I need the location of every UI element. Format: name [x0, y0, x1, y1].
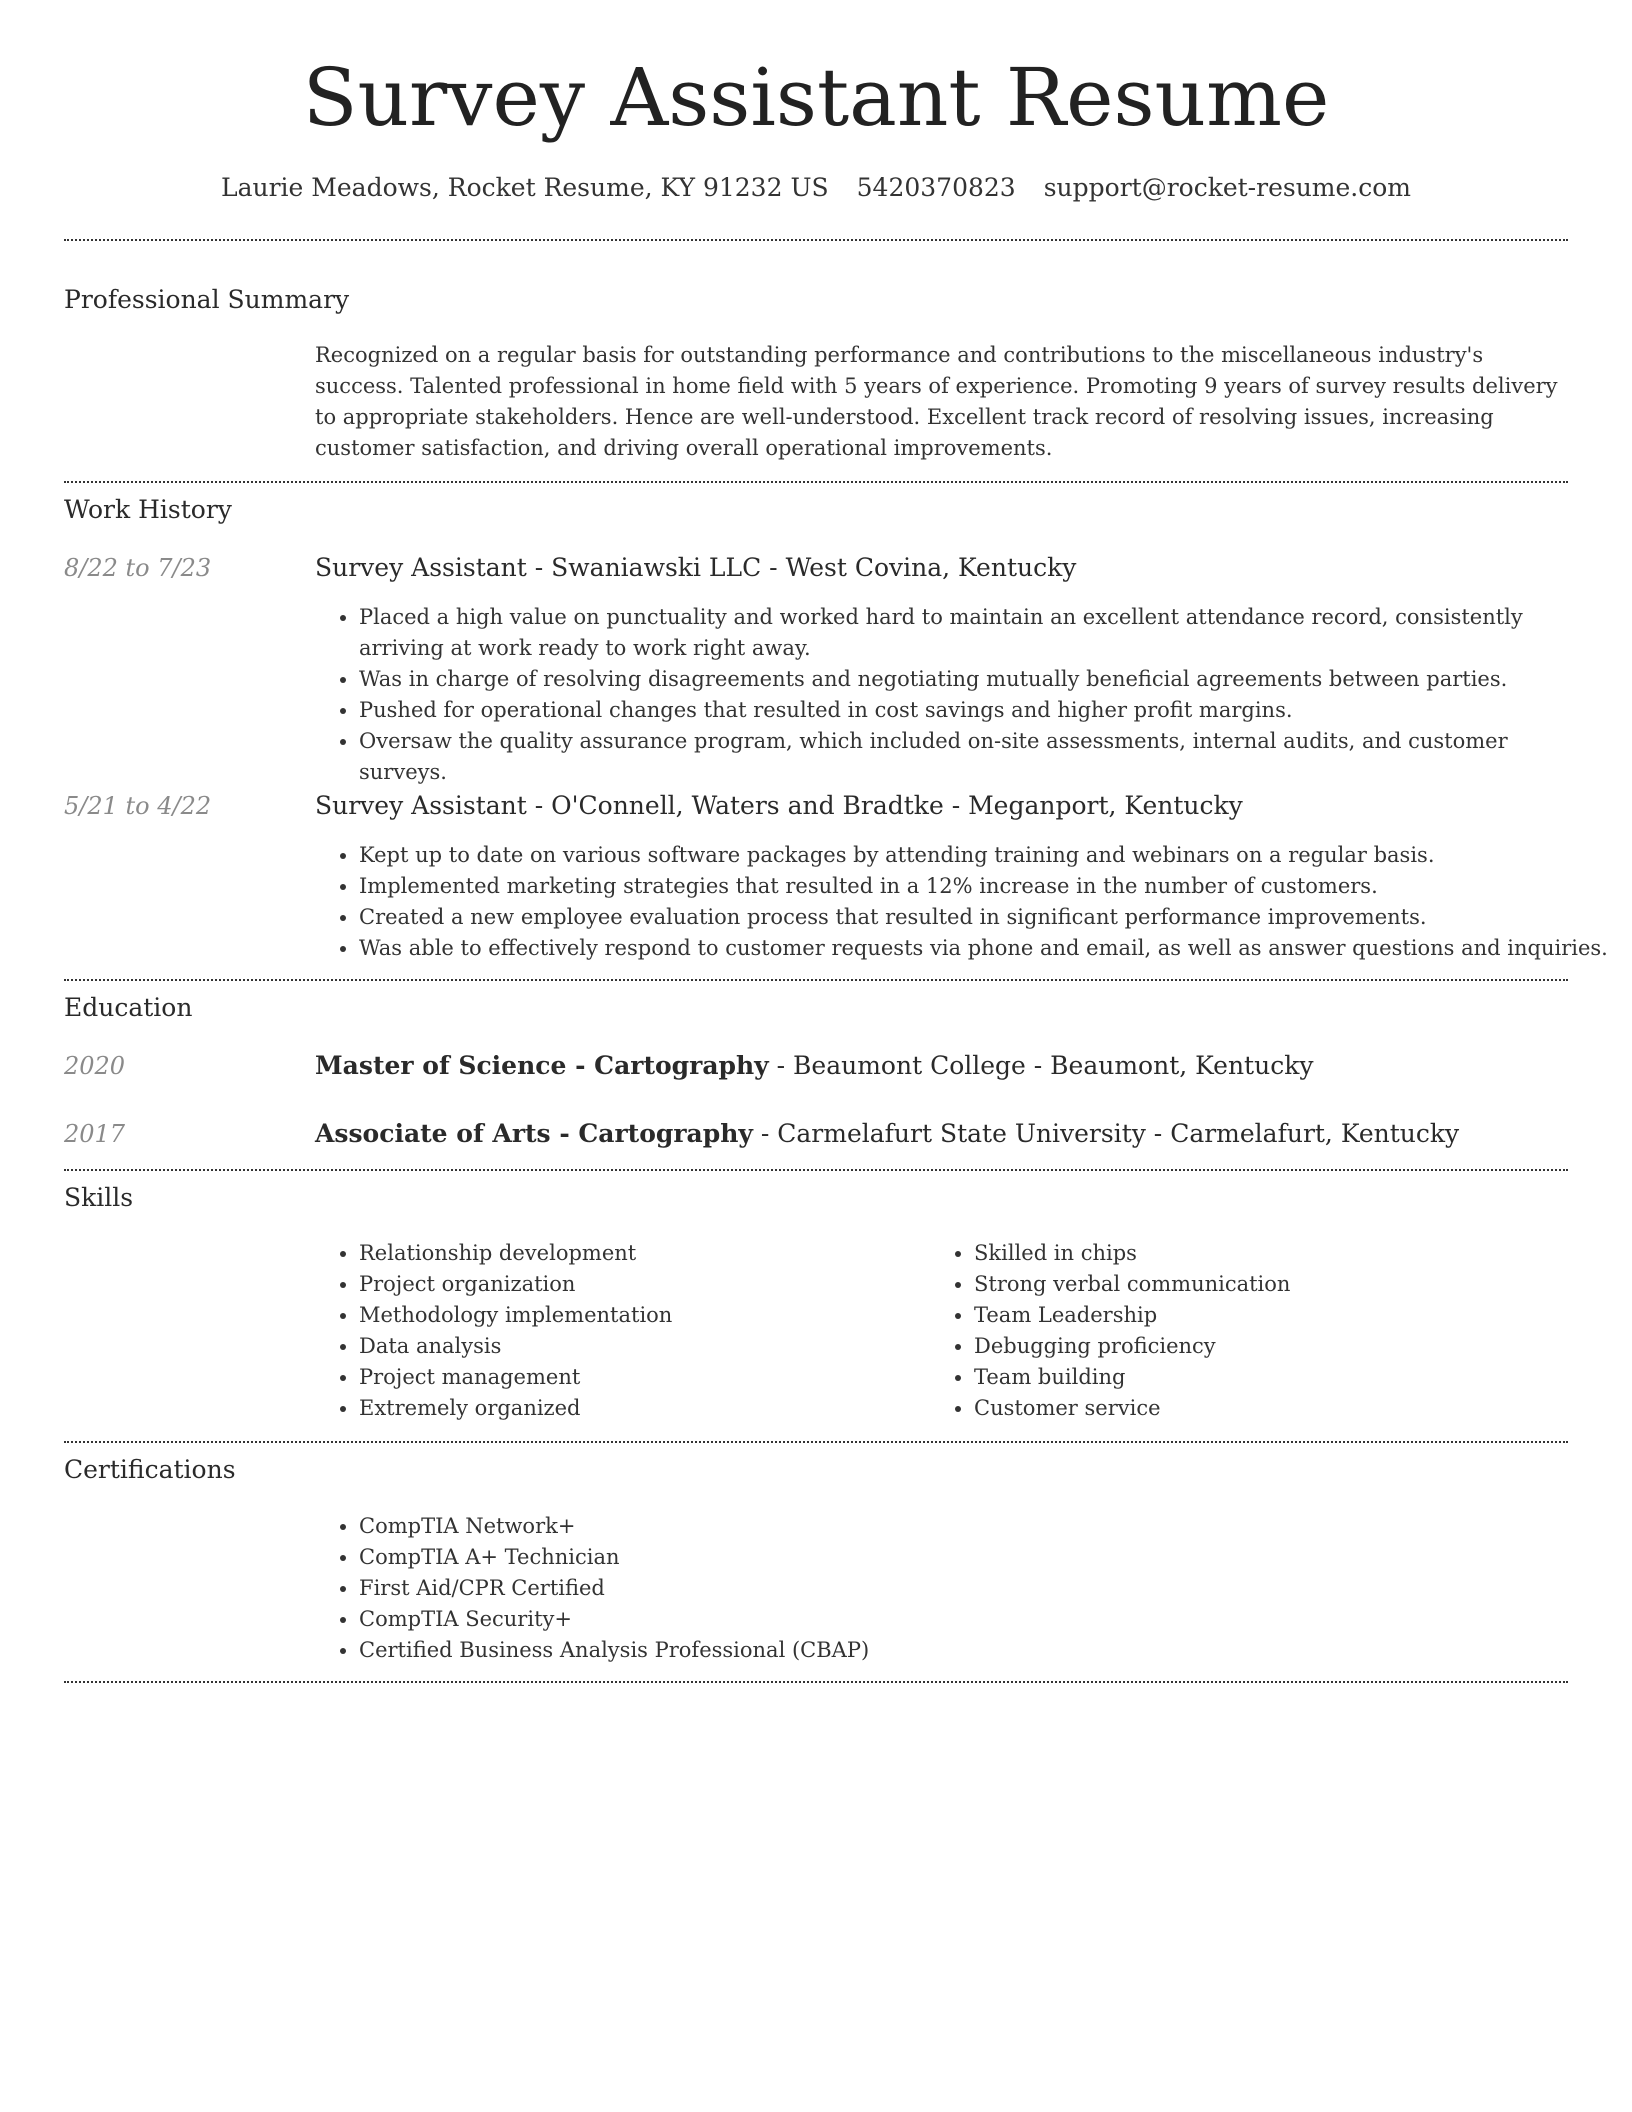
- education-year: 2017: [64, 1120, 126, 1148]
- job-title: Survey Assistant - Swaniawski LLC - West Covina, Kentucky: [315, 553, 1077, 582]
- job-dates: 8/22 to 7/23: [64, 554, 212, 582]
- divider: [64, 481, 1568, 483]
- divider: [64, 1441, 1568, 1443]
- list-item: • Skilled in chips: [974, 1238, 1574, 1269]
- list-item: • Certified Business Analysis Professional (CBAP): [359, 1635, 1359, 1666]
- divider: [64, 1681, 1568, 1683]
- list-item: • Extremely organized: [359, 1393, 919, 1424]
- list-item: • Debugging proficiency: [974, 1331, 1574, 1362]
- list-item: • Data analysis: [359, 1331, 919, 1362]
- resume-title: Survey Assistant Resume: [302, 51, 1330, 144]
- education-year: 2020: [64, 1052, 126, 1080]
- list-item: • Team Leadership: [974, 1300, 1574, 1331]
- list-item: • First Aid/CPR Certified: [359, 1573, 1359, 1604]
- list-item: • Pushed for operational changes that resulted in cost savings and higher profit margins.: [359, 695, 1599, 726]
- list-item: • Customer service: [974, 1393, 1574, 1424]
- list-item: • Project organization: [359, 1269, 919, 1300]
- job-bullets: [315, 840, 1609, 964]
- list-item: • Relationship development: [359, 1238, 919, 1269]
- list-item: • Kept up to date on various software packages by attending training and webinars on a regular basis.: [359, 840, 1609, 871]
- list-item: • Team building: [974, 1362, 1574, 1393]
- education-degree: Associate of Arts - Cartography: [315, 1119, 753, 1148]
- education-school: - Carmelafurt State University - Carmelafurt, Kentucky: [752, 1119, 1460, 1148]
- list-item: • Was in charge of resolving disagreements and negotiating mutually beneficial agreements between parties.: [359, 664, 1599, 695]
- section-heading-work: Work History: [64, 495, 232, 524]
- job-title: Survey Assistant - O'Connell, Waters and Bradtke - Meganport, Kentucky: [315, 791, 1243, 820]
- divider: [64, 979, 1568, 981]
- list-item: • Project management: [359, 1362, 919, 1393]
- list-item: • Strong verbal communication: [974, 1269, 1574, 1300]
- certifications-list: [315, 1511, 1359, 1666]
- section-heading-education: Education: [64, 993, 193, 1022]
- list-item: • Placed a high value on punctuality and worked hard to maintain an excellent attendance record, consistently arriving at work ready to work right away.: [359, 602, 1599, 664]
- education-entry: [315, 1049, 1313, 1083]
- education-entry: [315, 1117, 1459, 1151]
- contact-line: [0, 170, 1632, 206]
- education-degree: Master of Science - Cartography: [315, 1051, 769, 1080]
- job-bullets: [315, 602, 1599, 788]
- contact-address: Laurie Meadows, Rocket Resume, KY 91232 US: [220, 173, 829, 202]
- list-item: • Implemented marketing strategies that resulted in a 12% increase in the number of customers.: [359, 871, 1609, 902]
- skills-list-right: [930, 1238, 1574, 1424]
- list-item: • Was able to effectively respond to customer requests via phone and email, as well as answer questions and inquiries.: [359, 933, 1609, 964]
- contact-phone: 5420370823: [856, 173, 1016, 202]
- list-item: • CompTIA Network+: [359, 1511, 1359, 1542]
- section-heading-skills: Skills: [64, 1183, 134, 1212]
- summary-text: Recognized on a regular basis for outstanding performance and contributions to the miscellaneous industry's success. Talented professional in home field with 5 years of experience. Promoting 9 years of survey results delivery to appropriate stakeholders. Hence are well-understood. Excellent track record of resolving issues, increasing customer satisfaction, and driving overall operational improvements.: [315, 343, 1558, 460]
- contact-email: support@rocket-resume.com: [1043, 173, 1412, 202]
- job-dates: 5/21 to 4/22: [64, 792, 212, 820]
- list-item: • Methodology implementation: [359, 1300, 919, 1331]
- section-heading-certifications: Certifications: [64, 1455, 236, 1484]
- divider: [64, 239, 1568, 241]
- list-item: • Oversaw the quality assurance program, which included on-site assessments, internal audits, and customer surveys.: [359, 726, 1599, 788]
- divider: [64, 1169, 1568, 1171]
- list-item: • CompTIA Security+: [359, 1604, 1359, 1635]
- skills-list-left: [315, 1238, 919, 1424]
- education-school: - Beaumont College - Beaumont, Kentucky: [768, 1051, 1314, 1080]
- list-item: • Created a new employee evaluation process that resulted in significant performance improvements.: [359, 902, 1609, 933]
- section-heading-summary: Professional Summary: [64, 285, 350, 314]
- list-item: • CompTIA A+ Technician: [359, 1542, 1359, 1573]
